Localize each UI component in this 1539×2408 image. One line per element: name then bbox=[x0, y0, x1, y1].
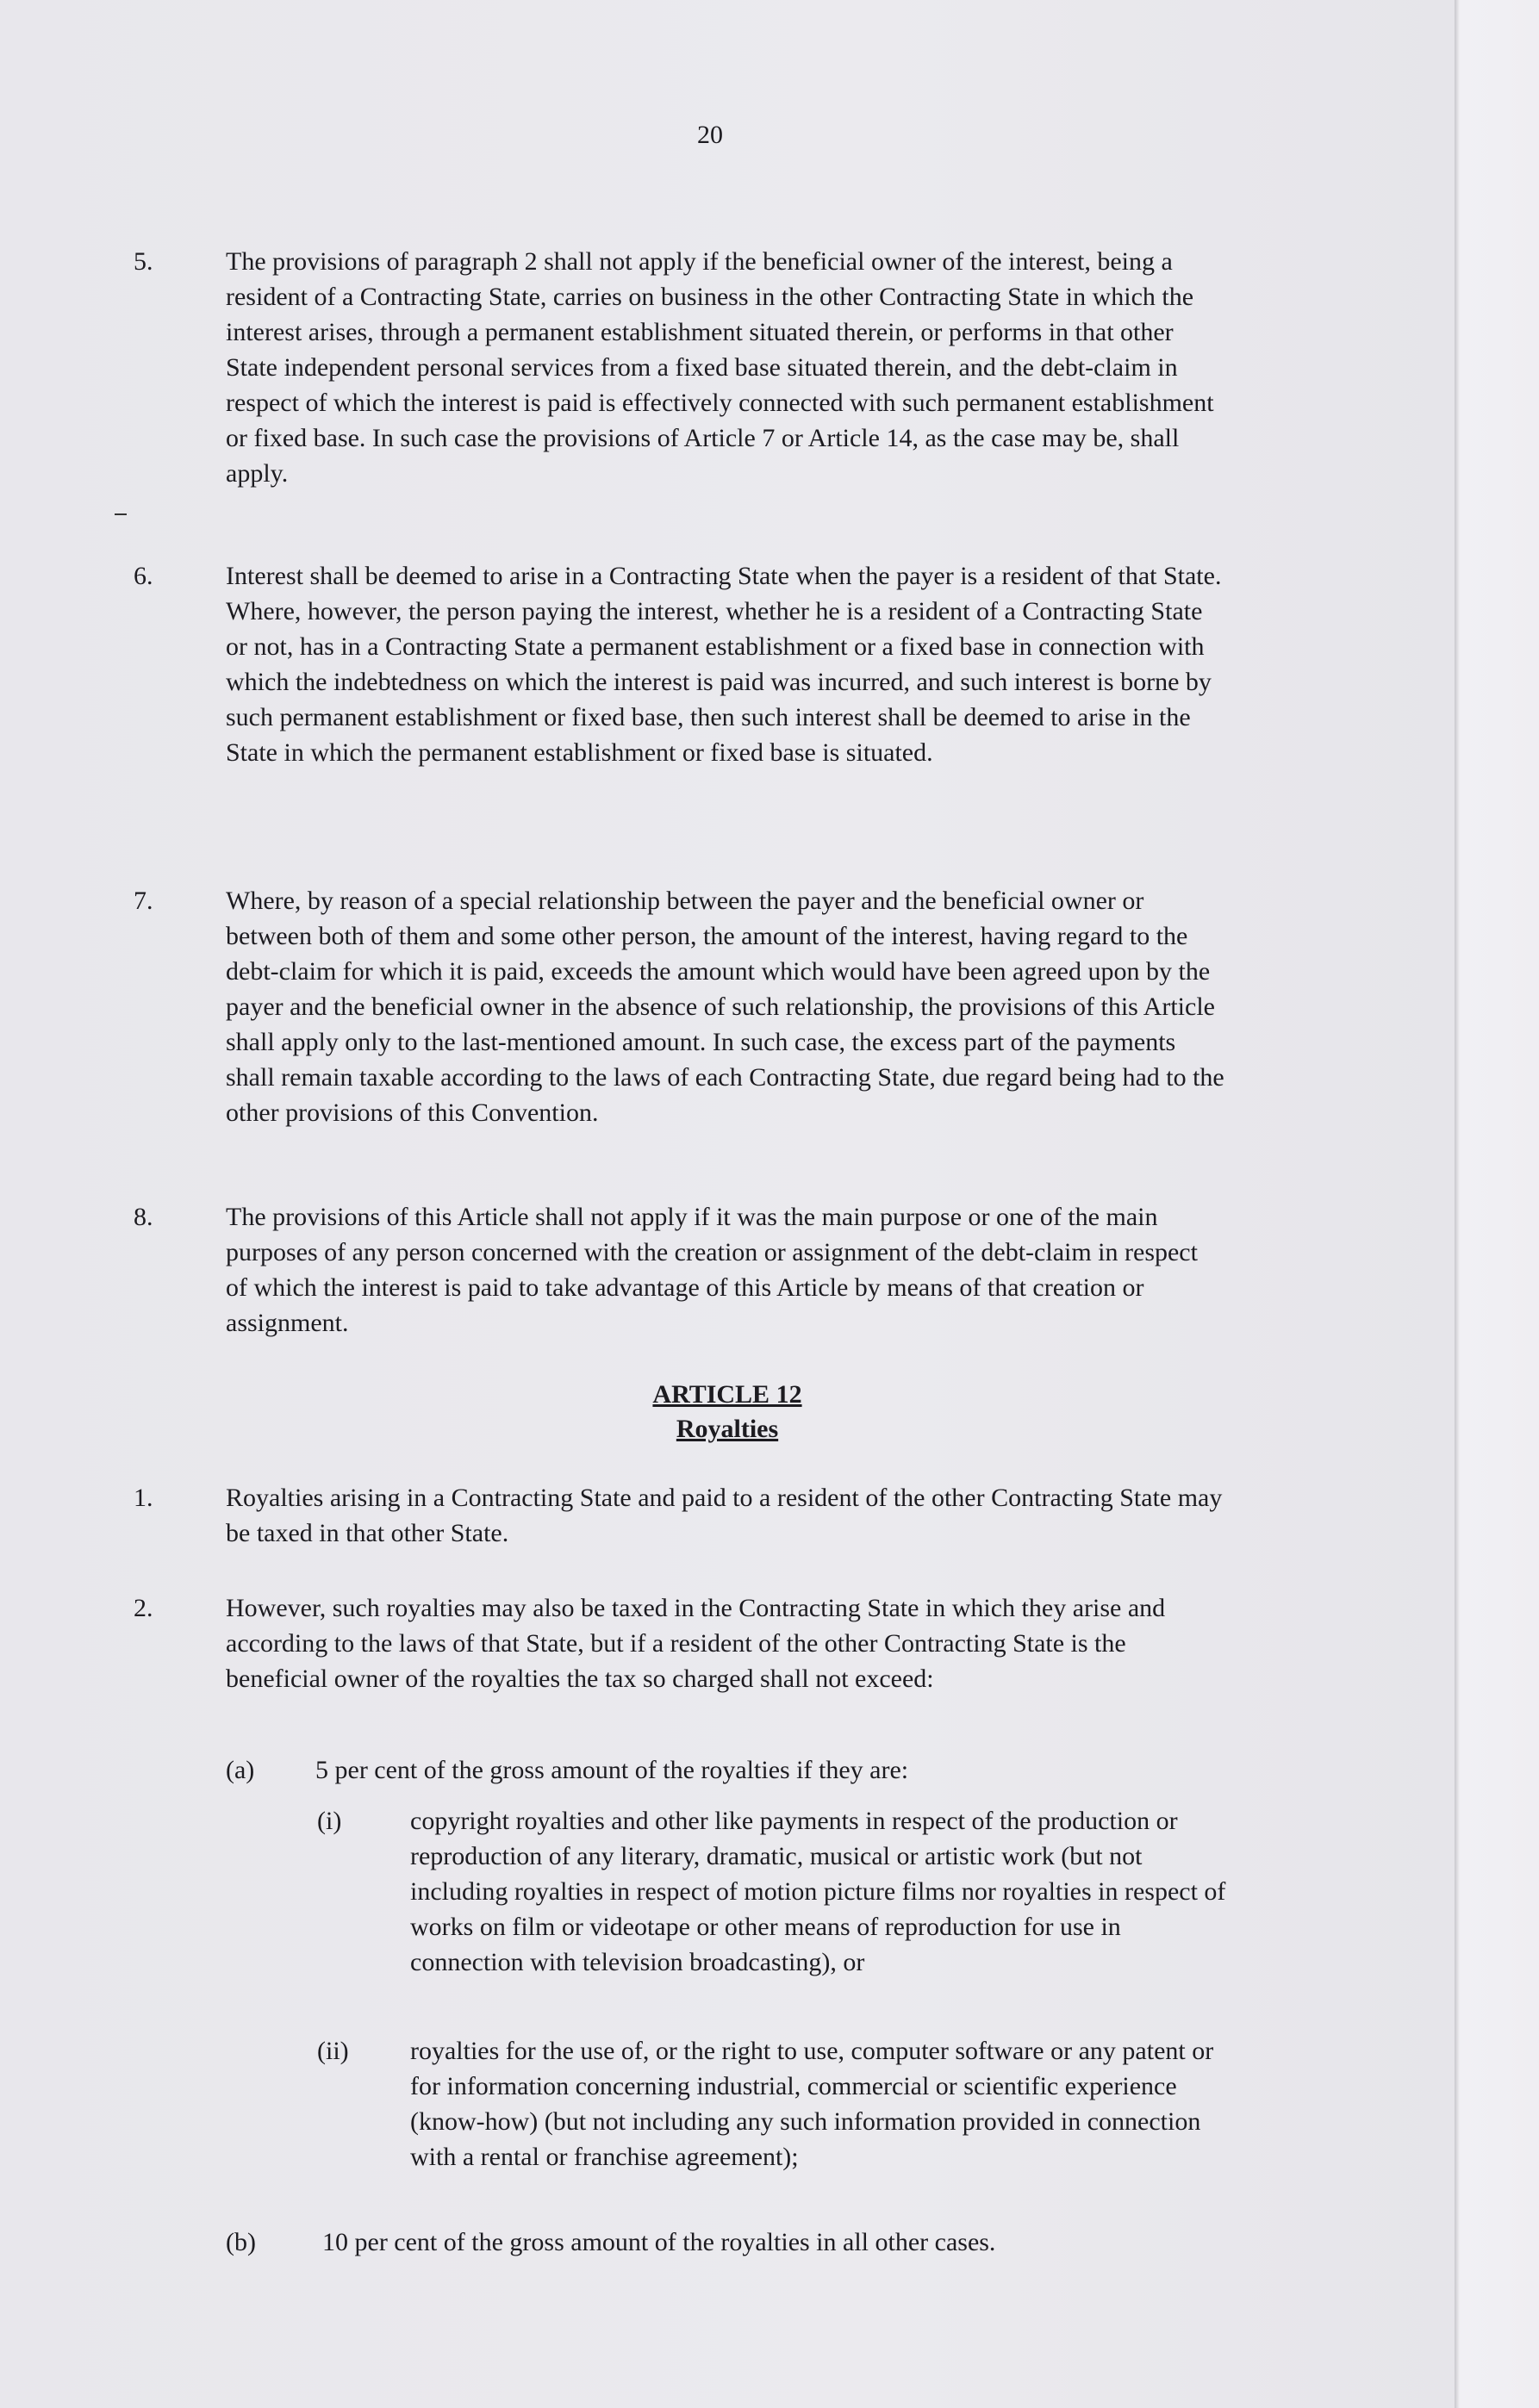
paragraph-text: Where, by reason of a special relationship between the payer and the beneficial owner or between both of them and some other person, the amount of the interest, having regard to the debt-claim for which it is paid, exceeds the amount which would have been agreed upon by the payer and the beneficial owner in the absence of such relationship, the provisions of this Article shall apply only to the last-mentioned amount. In such case, the excess part of the payments shall remain taxable according to the laws of each Contracting State, due regard being had to the other provisions of this Convention. bbox=[226, 887, 1224, 1127]
stray-mark bbox=[115, 513, 127, 515]
paragraph-text: Royalties arising in a Contracting State and paid to a resident of the other Contracting State may be taxed in that other State. bbox=[226, 1484, 1223, 1547]
paragraph-number: 6. bbox=[134, 562, 153, 590]
item-label: (ii) bbox=[317, 2037, 349, 2065]
page-number: 20 bbox=[697, 121, 723, 149]
paragraph-text: Interest shall be deemed to arise in a Contracting State when the payer is a resident of that State. Where, however, the person paying the interest, whether he is a resident of a Contracting State or not, has in a Contracting State a permanent establishment or a fixed base in connection with which the indebtedness on which the interest is paid was incurred, and such interest is borne by such permanent establishment or fixed base, then such interest shall be deemed to arise in the State in which the permanent establishment or fixed base is situated. bbox=[226, 562, 1222, 767]
paragraph-number: 8. bbox=[134, 1203, 153, 1231]
paragraph-number: 7. bbox=[134, 887, 153, 915]
article-title: ARTICLE 12 bbox=[652, 1380, 802, 1409]
subparagraph-text: 10 per cent of the gross amount of the royalties in all other cases. bbox=[322, 2228, 996, 2256]
item-text: royalties for the use of, or the right to use, computer software or any patent or for information concerning industrial, commercial or scientific experience (know-how) (but not including any such information provided in connection with a rental or franchise agreement); bbox=[410, 2037, 1214, 2171]
paragraph-number: 5. bbox=[134, 247, 153, 276]
page-edge bbox=[1455, 0, 1539, 2408]
item-text: copyright royalties and other like payments in respect of the production or reproduction of any literary, dramatic, musical or artistic work (but not including royalties in respect of motion picture films nor royalties in respect of works on film or videotape or other means of reproduction for use in connection with television broadcasting), or bbox=[410, 1807, 1226, 1976]
paragraph-number: 2. bbox=[134, 1594, 153, 1622]
paragraph-text: However, such royalties may also be taxed in the Contracting State in which they arise and according to the laws of that State, but if a resident of the other Contracting State is the beneficial owner of the royalties the tax so charged shall not exceed: bbox=[226, 1594, 1166, 1693]
paragraph-text: The provisions of this Article shall not apply if it was the main purpose or one of the main purposes of any person concerned with the creation or assignment of the debt-claim in respect of which the interest is paid to take advantage of this Article by means of that creation or assignment. bbox=[226, 1203, 1198, 1337]
article-subtitle: Royalties bbox=[676, 1415, 779, 1443]
paragraph-number: 1. bbox=[134, 1484, 153, 1512]
paragraph-text: The provisions of paragraph 2 shall not apply if the beneficial owner of the interest, being a resident of a Contracting State, carries on business in the other Contracting State in which the interest arises, through a permanent establishment situated therein, or performs in that other State independent personal services from a fixed base situated therein, and the debt-claim in respect of which the interest is paid is effectively connected with such permanent establishment or fixed base. In such case the provisions of Article 7 or Article 14, as the case may be, shall apply. bbox=[226, 247, 1214, 488]
subparagraph-text: 5 per cent of the gross amount of the royalties if they are: bbox=[315, 1756, 909, 1784]
item-label: (i) bbox=[317, 1807, 342, 1835]
subparagraph-label: (a) bbox=[226, 1756, 255, 1784]
subparagraph-label: (b) bbox=[226, 2228, 256, 2256]
